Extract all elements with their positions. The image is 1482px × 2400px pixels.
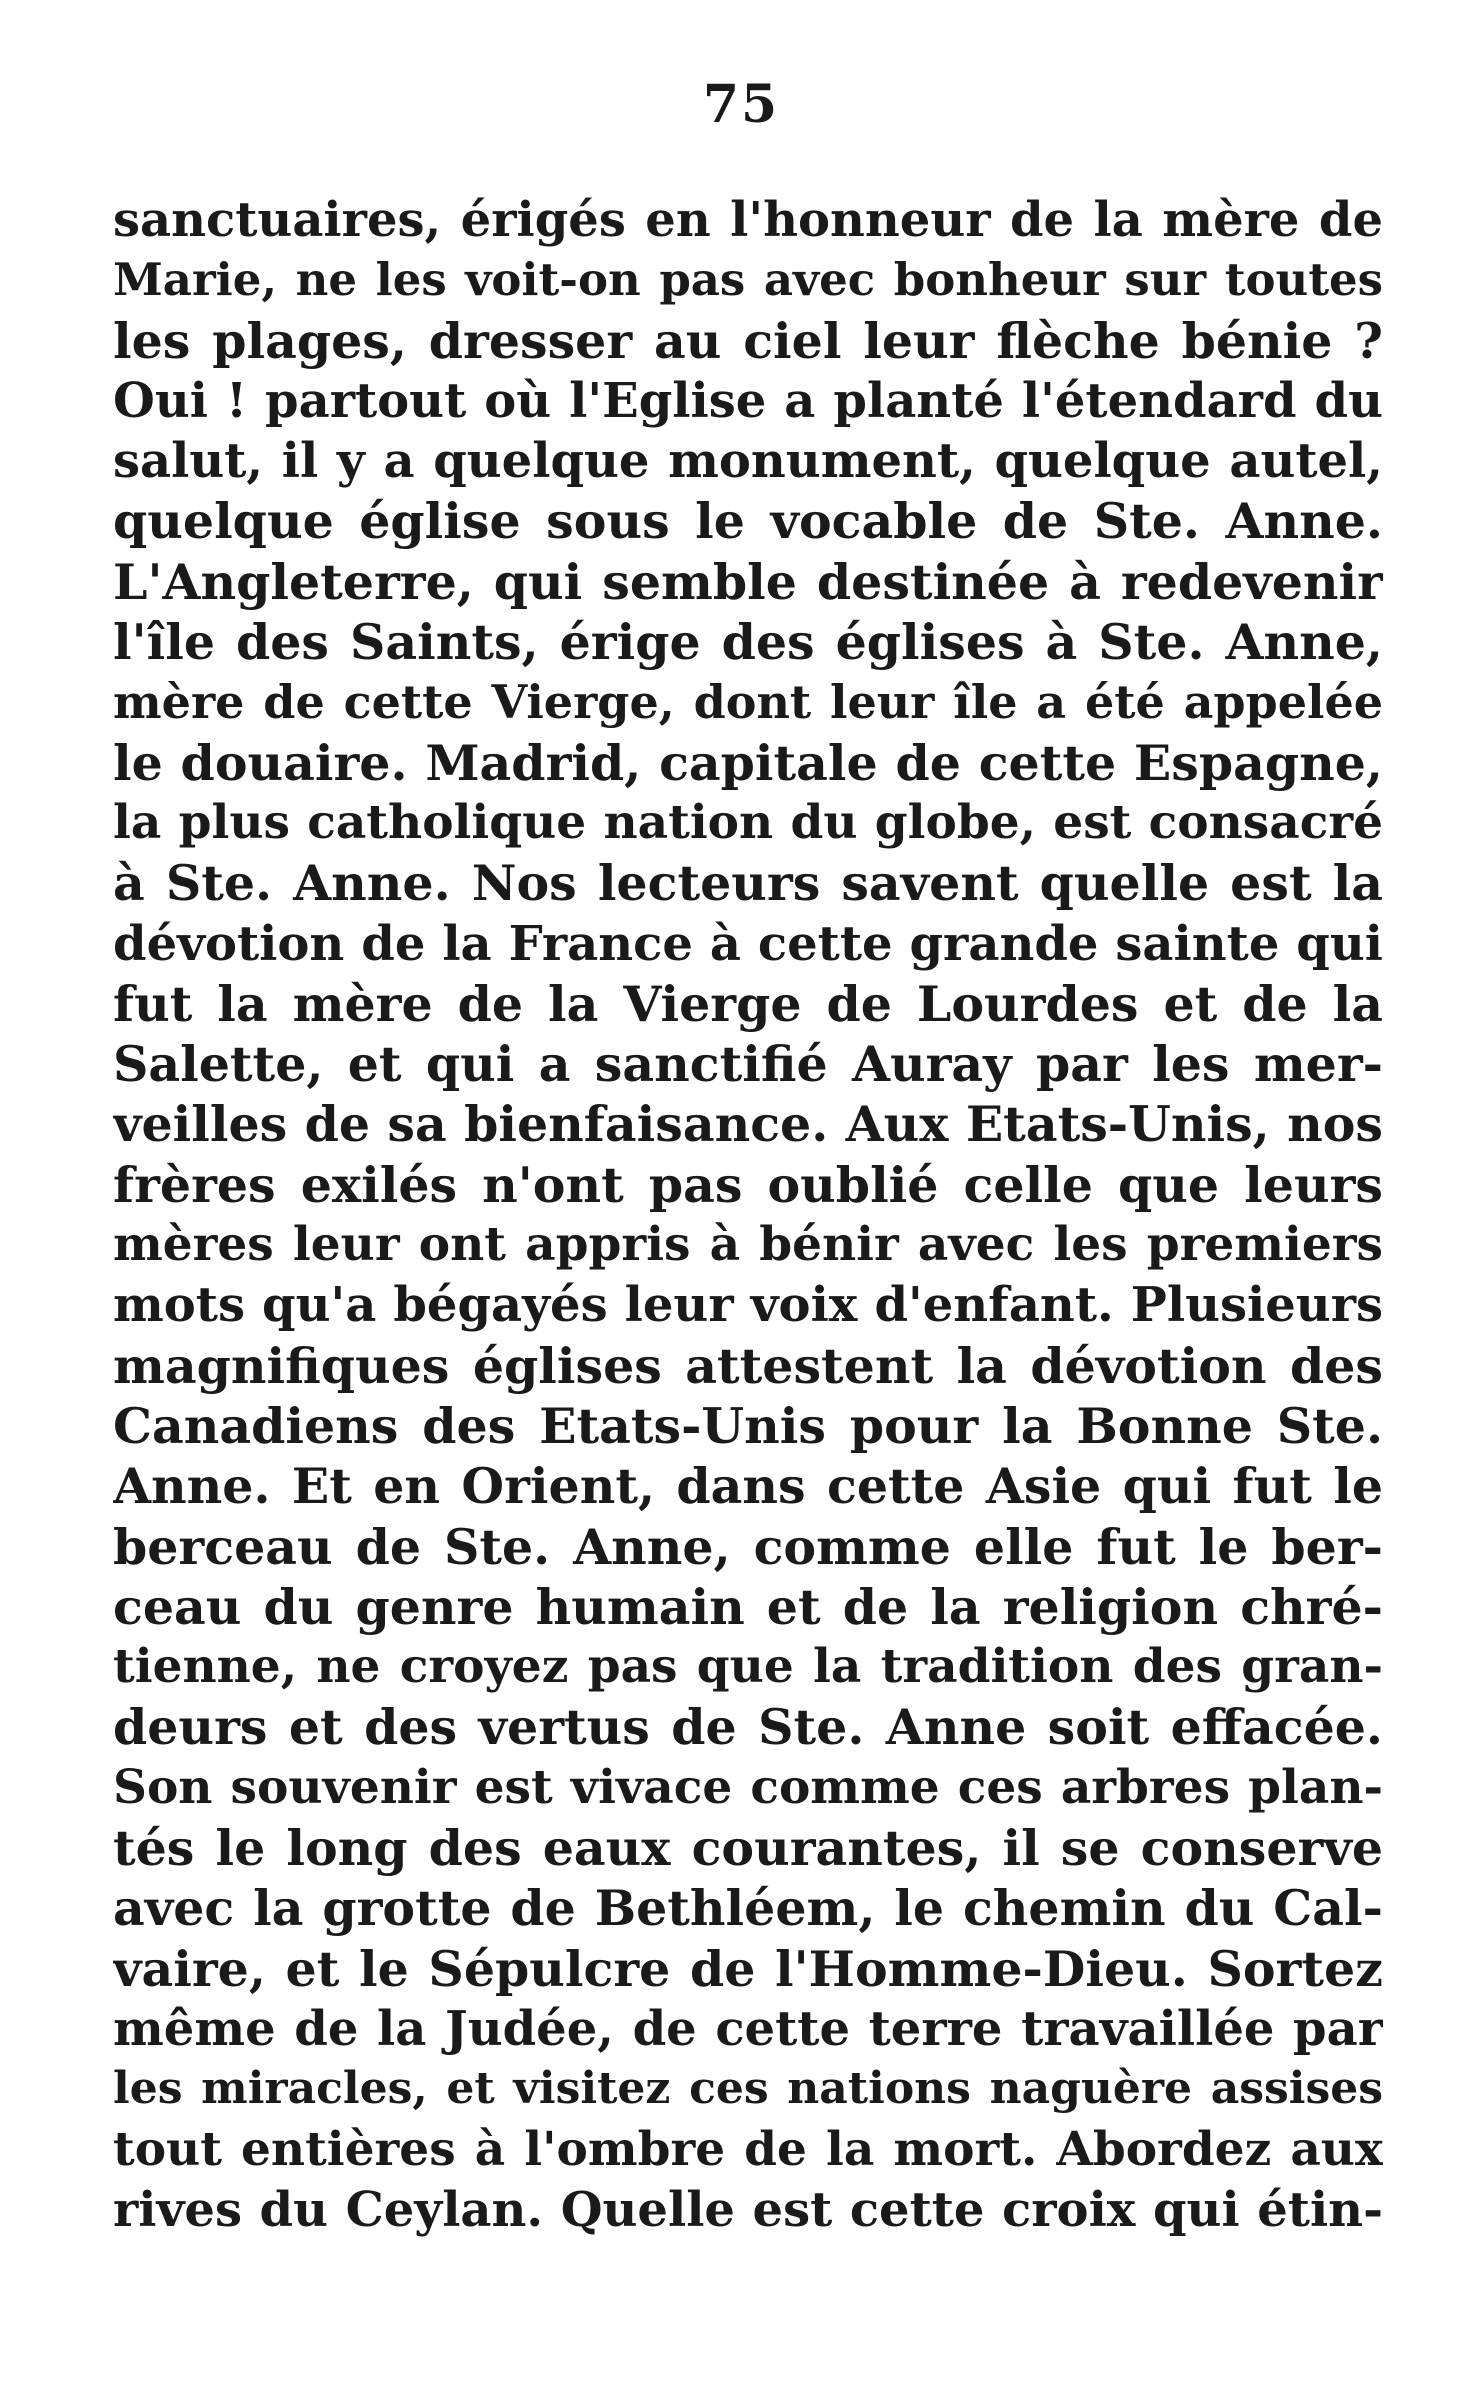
text-line: sanctuaires, érigés en l'honneur de la mère de [113, 192, 1383, 248]
text-line: mères leur ont appris à bénir avec les premiers [113, 1217, 1383, 1273]
text-line: vaire, et le Sépulcre de l'Homme-Dieu. Sortez [113, 1939, 1383, 1998]
text-line: dévotion de la France à cette grande sainte qui [113, 915, 1383, 972]
text-line: berceau de Ste. Anne, comme elle fut le ber- [113, 1517, 1383, 1576]
text-line: L'Angleterre, qui semble destinée à redevenir [113, 552, 1383, 611]
text-line: la plus catholique nation du globe, est consacré [113, 794, 1383, 850]
text-line: frères exilés n'ont pas oublié celle que leurs [113, 1155, 1383, 1214]
text-line: fut la mère de la Vierge de Lourdes et de la [113, 974, 1383, 1033]
page-number: 75 [702, 74, 780, 135]
text-line: le douaire. Madrid, capitale de cette Espagne, [113, 733, 1383, 792]
text-line: avec la grotte de Bethléem, le chemin du Cal- [113, 1879, 1383, 1938]
text-line: Anne. Et en Orient, dans cette Asie qui fut le [113, 1457, 1383, 1516]
text-line: Oui ! partout où l'Eglise a planté l'étendard du [113, 372, 1383, 429]
text-line: tout entières à l'ombre de la mort. Abordez aux [113, 2121, 1383, 2177]
text-line: veilles de sa bienfaisance. Aux Etats-Unis, nos [113, 1095, 1383, 1154]
text-line: même de la Judée, de cette terre travaillée par [113, 2000, 1383, 2057]
text-line: salut, il y a quelque monument, quelque autel, [113, 433, 1383, 490]
text-line: mère de cette Vierge, dont leur île a été appelée [113, 675, 1383, 730]
text-line: quelque église sous le vocable de Ste. Anne. [113, 492, 1383, 551]
text-line: Marie, ne les voit-on pas avec bonheur sur toutes [113, 253, 1383, 307]
text-line: Canadiens des Etats-Unis pour la Bonne Ste. [113, 1396, 1383, 1455]
text-line: l'île des Saints, érige des églises à Ste. Anne, [113, 613, 1383, 672]
text-line: deurs et des vertus de Ste. Anne soit effacée. [113, 1698, 1383, 1757]
text-line: tienne, ne croyez pas que la tradition des gran- [113, 1639, 1383, 1695]
body-text [113, 190, 1383, 2240]
text-line: magnifiques églises attestent la dévotion des [113, 1336, 1383, 1395]
text-line: tés le long des eaux courantes, il se conserve [113, 1819, 1383, 1878]
text-line: Son souvenir est vivace comme ces arbres plan- [113, 1759, 1383, 1815]
text-line: les miracles, et visitez ces nations naguère assises [113, 2063, 1383, 2115]
text-line: Salette, et qui a sanctifié Auray par les mer- [113, 1035, 1383, 1094]
text-line: à Ste. Anne. Nos lecteurs savent quelle est la [113, 854, 1383, 913]
text-line: rives du Ceylan. Quelle est cette croix qui étin- [113, 2181, 1383, 2238]
text-line: les plages, dresser au ciel leur flèche bénie ? [113, 311, 1383, 370]
text-line: ceau du genre humain et de la religion chré- [113, 1577, 1383, 1636]
text-line: mots qu'a bégayés leur voix d'enfant. Plusieurs [113, 1277, 1383, 1334]
